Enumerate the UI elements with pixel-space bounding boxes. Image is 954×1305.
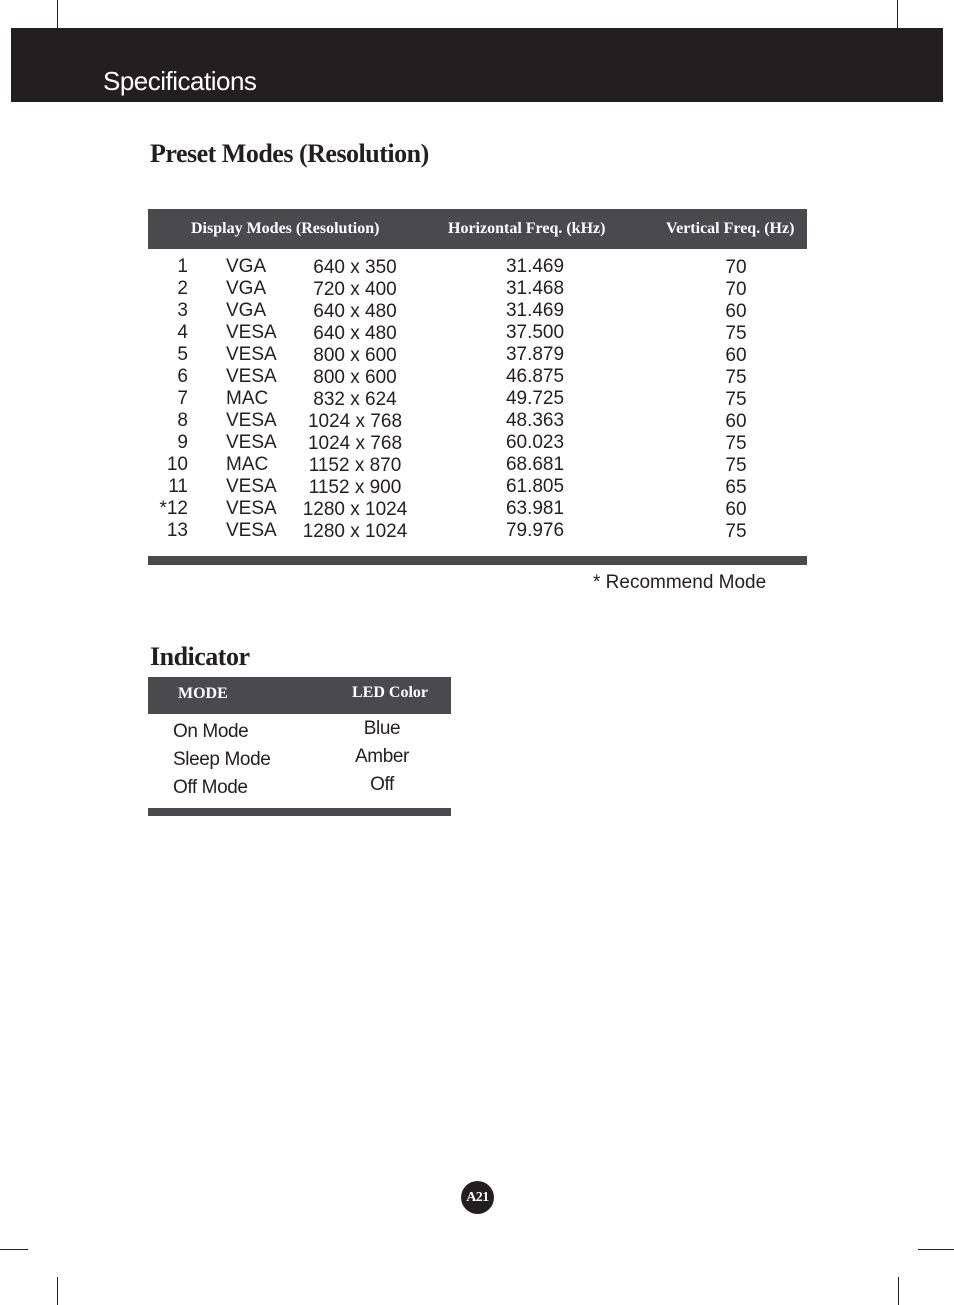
table-cell: 79.976 — [505, 520, 565, 541]
table-cell: 60 — [725, 345, 747, 366]
table-cell: 6 — [177, 366, 188, 387]
table-cell: 640 x 480 — [313, 301, 397, 322]
table-cell: 31.469 — [505, 300, 565, 321]
table-cell: MAC — [226, 454, 269, 475]
table-cell: 31.468 — [505, 278, 565, 299]
table-cell: VESA — [226, 432, 277, 453]
table-cell: 9 — [177, 432, 188, 453]
table-cell: 75 — [725, 455, 747, 476]
page-number-badge: A21 — [461, 1181, 494, 1214]
table-cell: 46.875 — [505, 366, 565, 387]
table-cell: VESA — [226, 366, 277, 387]
preset-modes-title: Preset Modes (Resolution) — [150, 139, 429, 168]
table-cell: 48.363 — [505, 410, 565, 431]
table-cell: 8 — [177, 410, 188, 431]
table-cell: Off Mode — [173, 777, 248, 798]
table-cell: 13 — [166, 520, 188, 541]
table-cell: 75 — [725, 521, 747, 542]
table-cell: 1024 x 768 — [307, 433, 403, 454]
table-cell: Off — [370, 774, 394, 795]
preset-modes-table-header — [148, 209, 807, 249]
table-cell: 75 — [725, 389, 747, 410]
table-cell: VESA — [226, 498, 277, 519]
table-cell: 1280 x 1024 — [302, 521, 408, 542]
indicator-table-header — [148, 677, 451, 714]
table-cell: 1024 x 768 — [307, 411, 403, 432]
crop-mark — [57, 1277, 58, 1305]
table-cell: 60.023 — [505, 432, 565, 453]
table-cell: VESA — [226, 476, 277, 497]
table-cell: 832 x 624 — [313, 389, 397, 410]
table-cell: 75 — [725, 433, 747, 454]
table-cell: 37.879 — [505, 344, 565, 365]
led-color-header: LED Color — [352, 684, 428, 701]
preset-modes-table-footer-rule — [148, 556, 807, 565]
table-cell: 68.681 — [505, 454, 565, 475]
table-cell: 10 — [166, 454, 188, 475]
table-cell: VESA — [226, 520, 277, 541]
page-header-title: Specifications — [103, 66, 257, 96]
table-cell: 1152 x 870 — [308, 455, 402, 476]
table-cell: VGA — [226, 278, 267, 299]
table-cell: 37.500 — [505, 322, 565, 343]
mode-header: MODE — [178, 685, 228, 702]
table-cell: 720 x 400 — [313, 279, 397, 300]
indicator-table-footer-rule — [148, 808, 451, 816]
table-cell: 2 — [177, 278, 188, 299]
table-cell: 1280 x 1024 — [302, 499, 408, 520]
indicator-title: Indicator — [150, 642, 250, 671]
vertical-freq-header: Vertical Freq. (Hz) — [666, 220, 795, 237]
table-cell: 31.469 — [505, 256, 565, 277]
indicator-color-column — [332, 715, 432, 799]
resolution-column — [290, 257, 420, 543]
table-cell: VESA — [226, 344, 277, 365]
table-cell: *12 — [159, 498, 188, 519]
table-cell: 70 — [725, 257, 747, 278]
table-cell: MAC — [226, 388, 269, 409]
crop-mark — [897, 0, 898, 28]
header-bar — [11, 28, 943, 102]
table-cell: Sleep Mode — [173, 749, 271, 770]
table-cell: 4 — [177, 322, 188, 343]
standard-column — [226, 256, 296, 542]
crop-mark — [0, 1249, 28, 1250]
table-cell: 800 x 600 — [313, 367, 397, 388]
table-cell: VESA — [226, 322, 277, 343]
recommend-mode-note: * Recommend Mode — [593, 572, 767, 593]
table-cell: 70 — [725, 279, 747, 300]
vertical-freq-column — [706, 257, 766, 543]
table-cell: 60 — [725, 499, 747, 520]
table-cell: 61.805 — [505, 476, 565, 497]
table-cell: 640 x 480 — [313, 323, 397, 344]
table-cell: VESA — [226, 410, 277, 431]
table-cell: VGA — [226, 300, 267, 321]
table-cell: 75 — [725, 323, 747, 344]
table-cell: On Mode — [173, 721, 249, 742]
table-cell: 3 — [177, 300, 188, 321]
table-cell: 800 x 600 — [313, 345, 397, 366]
table-cell: 60 — [725, 301, 747, 322]
table-cell: 60 — [725, 411, 747, 432]
table-cell: 1 — [177, 256, 188, 277]
table-cell: 7 — [177, 388, 188, 409]
table-cell: 65 — [725, 477, 747, 498]
crop-mark — [918, 1249, 954, 1250]
indicator-mode-column — [173, 718, 323, 802]
table-cell: 640 x 350 — [313, 257, 397, 278]
table-cell: 1152 x 900 — [308, 477, 402, 498]
display-modes-header: Display Modes (Resolution) — [191, 220, 380, 237]
table-cell: Amber — [355, 746, 409, 767]
horizontal-freq-column — [480, 256, 590, 542]
table-cell: VGA — [226, 256, 267, 277]
table-cell: 75 — [725, 367, 747, 388]
crop-mark — [898, 1277, 899, 1305]
table-cell: 49.725 — [505, 388, 565, 409]
table-cell: 5 — [177, 344, 188, 365]
crop-mark — [57, 0, 58, 28]
horizontal-freq-header: Horizontal Freq. (kHz) — [448, 220, 606, 237]
table-cell: 63.981 — [505, 498, 565, 519]
table-cell: 11 — [168, 476, 188, 497]
table-cell: Blue — [363, 718, 401, 739]
mode-number-column — [148, 256, 188, 542]
